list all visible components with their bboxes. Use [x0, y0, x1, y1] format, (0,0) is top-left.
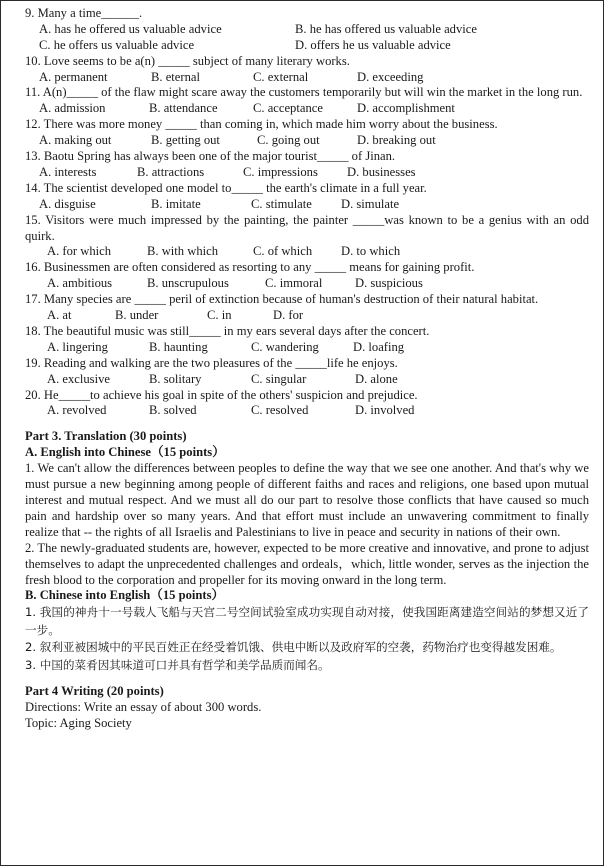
option-a: A. exclusive: [47, 371, 110, 386]
option-c: C. going out: [257, 133, 320, 148]
question-stem: 10. Love seems to be a(n) _____ subject of many literary works.: [25, 53, 350, 68]
passage-1: 1. We can't allow the differences between peoples to define the way that we see one another. And that's why we must pursue a new beginning among people of different faiths and races and religions, one based upon mutual interest and mutual respect. And we must all do our part to resolve those conflicts that have caused so much pain and hardship over so many years. And that effort must include an unwavering commitment to finally realize that -- the rights of all Israelis and Palestinians to live in peace and security in nations of their own.: [25, 461, 589, 539]
option-c: C. impressions: [243, 164, 318, 179]
writing-directions: Directions: Write an essay of about 300 words.: [25, 700, 262, 715]
question-19: [25, 356, 589, 388]
question-stem: 16. Businessmen are often considered as resorting to any _____ means for gaining profit.: [25, 260, 475, 275]
option-b: B. imitate: [151, 196, 201, 211]
option-a: A. for which: [47, 244, 112, 259]
chinese-sentence-2: 2. 叙利亚被困城中的平民百姓正在经受着饥饿、供电中断以及政府军的空袭，药物治疗也变得越发困难。: [25, 640, 562, 655]
option-c: C. acceptance: [253, 101, 323, 116]
question-stem: 12. There was more money _____ than coming in, which made him worry about the business.: [25, 117, 498, 132]
option-d: D. offers he us valuable advice: [295, 37, 451, 52]
question-stem: 20. He_____to achieve his goal in spite of the others' suspicion and prejudice.: [25, 387, 418, 402]
option-a: A. ambitious: [47, 276, 113, 291]
question-stem: 15. Visitors were much impressed by the painting, the painter _____was known to be a genius with an odd quirk.: [25, 212, 589, 243]
option-c: C. resolved: [251, 403, 309, 418]
question-stem: 19. Reading and walking are the two pleasures of the _____life he enjoys.: [25, 355, 398, 370]
option-a: A. admission: [39, 101, 106, 116]
option-a: A. interests: [39, 164, 97, 179]
option-d: D. suspicious: [355, 276, 423, 291]
part-4-writing: [25, 684, 589, 732]
option-b: B. unscrupulous: [147, 276, 229, 291]
option-b: B. eternal: [151, 69, 200, 84]
question-16: [25, 260, 589, 292]
question-20: [25, 388, 589, 420]
chinese-sentence-3: 3. 中国的菜肴因其味道可口并具有哲学和美学品质而闻名。: [25, 657, 330, 672]
option-a: A. making out: [39, 133, 112, 148]
question-stem: 13. Baotu Spring has always been one of the major tourist_____ of Jinan.: [25, 149, 396, 164]
question-stem: 14. The scientist developed one model to_____ the earth's climate in a full year.: [25, 180, 427, 195]
option-a: A. disguise: [39, 196, 96, 211]
question-12: [25, 117, 589, 149]
section-b-title: B. Chinese into English（15 points）: [25, 588, 225, 603]
chinese-sentence-1: 1. 我国的神舟十一号载人飞船与天宫二号空间试验室成功实现自动对接，使我国距离建造空间站的梦想又近了一步。: [25, 605, 589, 637]
option-a: A. lingering: [47, 339, 108, 354]
option-d: D. businesses: [347, 164, 416, 179]
part-3-translation: [25, 429, 589, 674]
option-c: C. stimulate: [251, 196, 312, 211]
option-c: C. wandering: [251, 339, 319, 354]
option-b: B. with which: [147, 244, 219, 259]
option-d: D. simulate: [341, 196, 400, 211]
question-stem: 9. Many a time______.: [25, 6, 143, 20]
option-b: B. haunting: [149, 339, 208, 354]
option-a: A. has he offered us valuable advice: [39, 21, 222, 36]
writing-topic: Topic: Aging Society: [25, 716, 132, 731]
option-b: B. he has offered us valuable advice: [295, 21, 477, 36]
passage-2: 2. The newly-graduated students are, however, expected to be more creative and innovative, and prone to adjust themselves to adapt the unprecedented challenges and ordeals，which, little wonder, serves as the injection the fresh blood to the corporation and propeller for its moving onward in the long term.: [25, 540, 589, 587]
option-d: D. accomplishment: [357, 101, 455, 116]
option-d: D. for: [273, 308, 304, 323]
question-stem: 17. Many species are _____ peril of extinction because of human's destruction of their natural habitat.: [25, 292, 539, 307]
part-3-title: Part 3. Translation (30 points): [25, 429, 187, 444]
question-13: [25, 149, 589, 181]
option-d: D. breaking out: [357, 133, 436, 148]
question-14: [25, 181, 589, 213]
option-c: C. immoral: [265, 276, 323, 291]
option-c: C. singular: [251, 371, 307, 386]
question-10: [25, 54, 589, 86]
option-b: B. getting out: [151, 133, 220, 148]
option-a: A. permanent: [39, 69, 108, 84]
option-d: D. loafing: [353, 339, 405, 354]
question-17: [25, 292, 589, 324]
option-b: B. solved: [149, 403, 197, 418]
option-c: C. external: [253, 69, 309, 84]
option-d: D. alone: [355, 371, 398, 386]
option-c: C. he offers us valuable advice: [39, 37, 195, 52]
question-15: [25, 213, 589, 261]
option-d: D. to which: [341, 244, 401, 259]
option-d: D. exceeding: [357, 69, 424, 84]
option-b: B. solitary: [149, 371, 202, 386]
option-d: D. involved: [355, 403, 415, 418]
option-b: B. under: [115, 308, 159, 323]
section-a-title: A. English into Chinese（15 points）: [25, 445, 225, 460]
question-18: [25, 324, 589, 356]
question-stem: 18. The beautiful music was still_____ in my ears several days after the concert.: [25, 323, 430, 338]
option-c: C. in: [207, 308, 232, 323]
question-9: [25, 6, 589, 54]
question-stem: 11. A(n)_____ of the flaw might scare away the customers temporarily but will win the market in the long run.: [25, 85, 583, 100]
option-b: B. attendance: [149, 101, 218, 116]
part-4-title: Part 4 Writing (20 points): [25, 684, 164, 699]
option-a: A. revolved: [47, 403, 107, 418]
question-11: [25, 85, 589, 117]
option-c: C. of which: [253, 244, 313, 259]
option-a: A. at: [47, 308, 72, 323]
option-b: B. attractions: [137, 164, 205, 179]
